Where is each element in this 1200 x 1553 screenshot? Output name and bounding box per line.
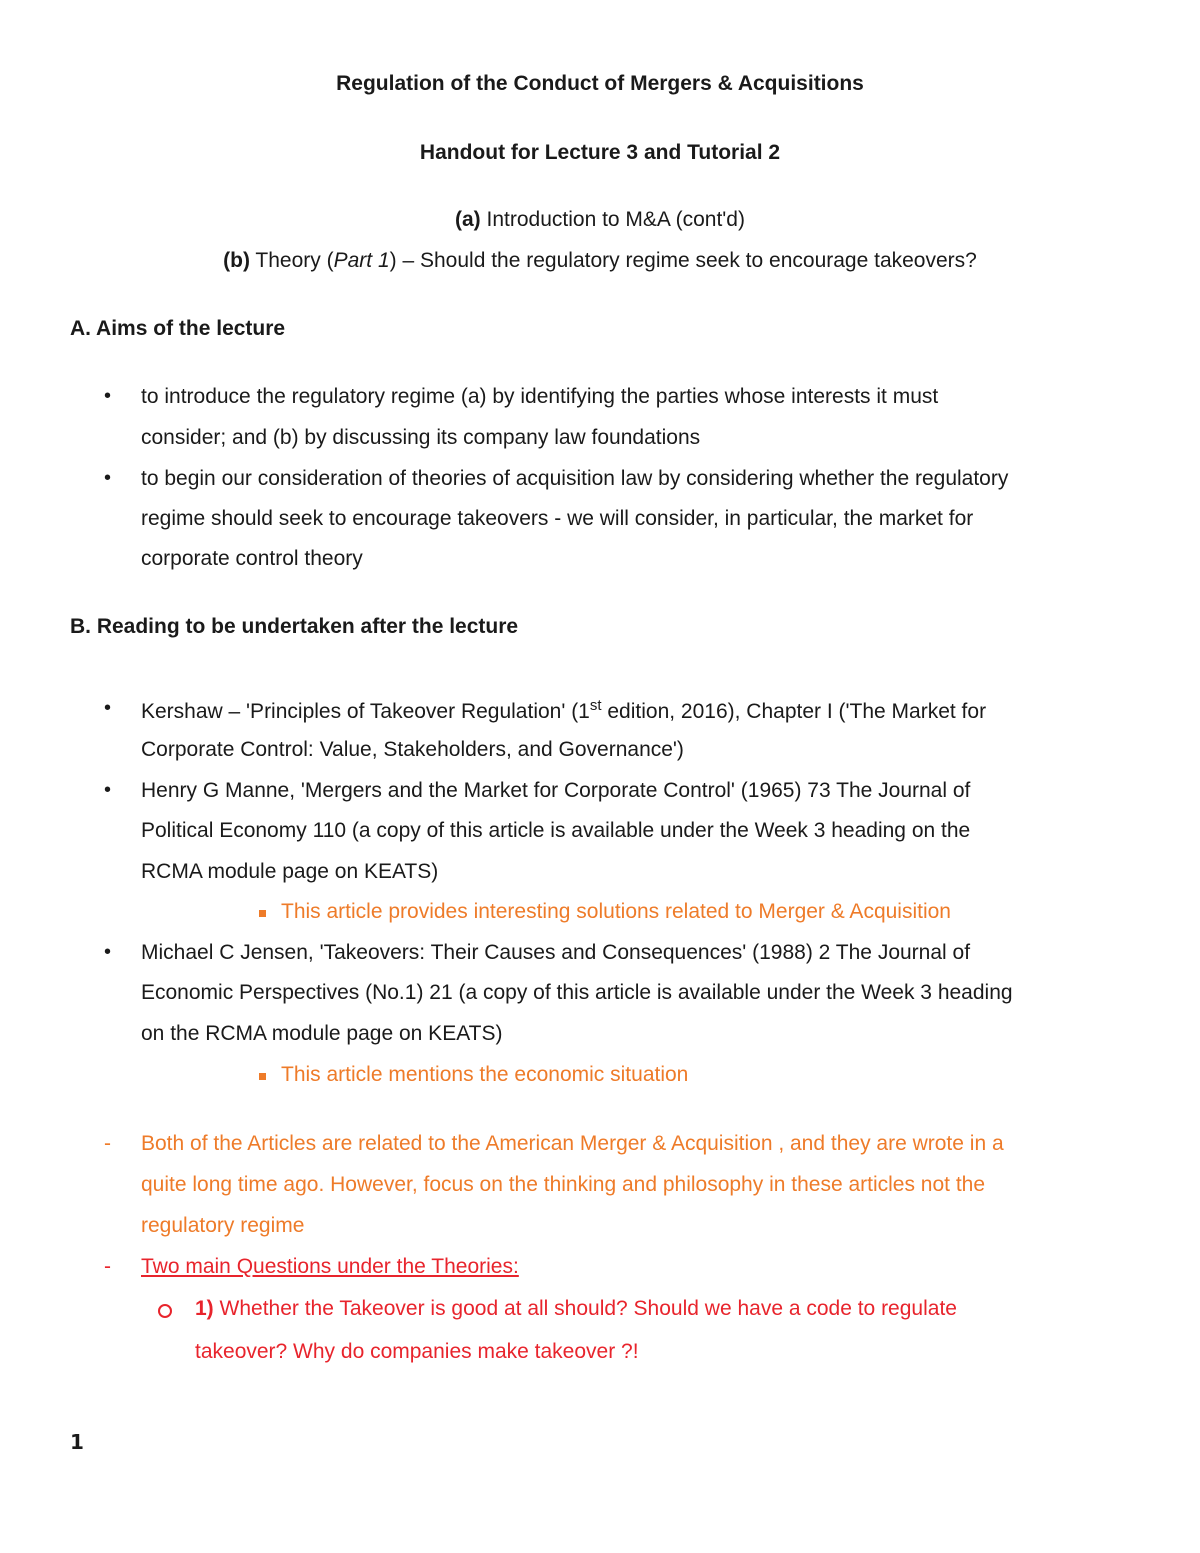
aim-1-line-1: to introduce the regulatory regime (a) by identifying the parties whose interests it must	[141, 385, 939, 408]
note-1-line-1: Both of the Articles are related to the American Merger & Acquisition , and they are wrote in a	[141, 1132, 1004, 1155]
reading-2-line-1: Henry G Manne, 'Mergers and the Market for Corporate Control' (1965) 73 The Journal of	[141, 779, 971, 802]
document-title: Regulation of the Conduct of Mergers & Acquisitions	[336, 72, 864, 95]
topic-b	[0, 249, 1200, 273]
topic-a-text: Introduction to M&A (cont'd)	[480, 208, 745, 231]
reading-1-line-2: Corporate Control: Value, Stakeholders, and Governance')	[141, 738, 684, 761]
topic-b-text1: Theory (	[249, 249, 334, 272]
circle-bullet-icon	[158, 1304, 172, 1318]
topic-a	[0, 208, 1200, 232]
reading-3-line-3: on the RCMA module page on KEATS)	[141, 1022, 503, 1045]
section-b-heading: B. Reading to be undertaken after the lecture	[70, 615, 519, 638]
aim-2-line-1: to begin our consideration of theories of acquisition law by considering whether the regulatory	[141, 467, 1009, 490]
question-1-text: Whether the Takeover is good at all should? Should we have a code to regulate	[213, 1297, 957, 1320]
document-subtitle: Handout for Lecture 3 and Tutorial 2	[419, 141, 781, 164]
section-a-heading: A. Aims of the lecture	[70, 317, 286, 340]
reading-2-line-3: RCMA module page on KEATS)	[141, 860, 439, 883]
square-bullet-icon	[259, 1073, 266, 1080]
reading-3-line-2: Economic Perspectives (No.1) 21 (a copy of this article is available under the Week 3 heading	[141, 981, 1013, 1004]
aim-2-line-2: regime should seek to encourage takeovers - we will consider, in particular, the market for	[141, 507, 974, 530]
bullet-icon: •	[104, 697, 112, 719]
topic-a-label: (a)	[455, 208, 481, 231]
dash-icon: -	[104, 1132, 111, 1155]
reading-3-line-1: Michael C Jensen, 'Takeovers: Their Causes and Consequences' (1988) 2 The Journal of	[141, 941, 971, 964]
square-bullet-icon	[259, 910, 266, 917]
note-2-text: Two main Questions under the Theories:	[141, 1255, 519, 1278]
topic-b-text2: ) – Should the regulatory regime seek to encourage takeovers?	[389, 249, 977, 272]
topic-b-italic: Part 1	[333, 249, 390, 272]
reading-1-sup: st	[589, 697, 602, 714]
topic-b-label: (b)	[223, 249, 250, 272]
question-1-line-1	[195, 1297, 957, 1321]
aim-2-line-3: corporate control theory	[141, 547, 363, 570]
reading-2-note: This article provides interesting solutions related to Merger & Acquisition	[281, 900, 951, 923]
question-1-line-2: takeover? Why do companies make takeover ?!	[195, 1340, 639, 1363]
note-1-line-2: quite long time ago. However, focus on the thinking and philosophy in these articles not the	[141, 1173, 986, 1196]
reading-1-line-1	[141, 697, 986, 724]
bullet-icon: •	[104, 385, 112, 407]
bullet-icon: •	[104, 779, 112, 801]
bullet-icon: •	[104, 467, 112, 489]
aim-1-line-2: consider; and (b) by discussing its company law foundations	[141, 426, 701, 449]
dash-icon: -	[104, 1255, 111, 1278]
question-1-number: 1)	[195, 1297, 214, 1320]
reading-2-line-2: Political Economy 110 (a copy of this article is available under the Week 3 heading on the	[141, 819, 971, 842]
reading-1-text-b: edition, 2016), Chapter I ('The Market for	[601, 700, 987, 723]
reading-3-note: This article mentions the economic situation	[281, 1063, 689, 1086]
page-number: 1	[70, 1430, 84, 1454]
bullet-icon: •	[104, 941, 112, 963]
reading-1-text-a: Kershaw – 'Principles of Takeover Regulation' (1	[141, 700, 590, 723]
note-1-line-3: regulatory regime	[141, 1214, 305, 1237]
